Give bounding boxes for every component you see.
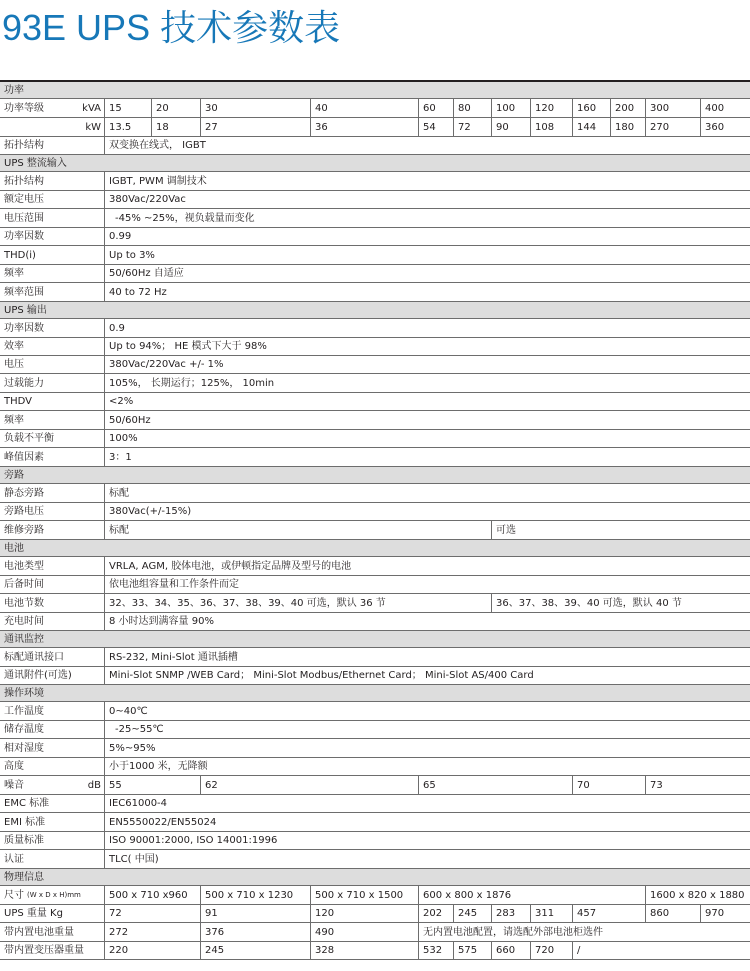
spec-row	[0, 283, 750, 302]
spec-value: Mini-Slot SNMP /WEB Card； Mini-Slot Modbus/Ethernet Card； Mini-Slot AS/400 Card	[104, 667, 750, 684]
noise-cell: 65	[418, 776, 572, 794]
section-battery	[0, 540, 750, 557]
kw-cell: 18	[151, 118, 200, 136]
spec-value: 36、37、38、39、40 可选，默认 40 节	[491, 594, 750, 612]
size-cell: 500 x 710 x960	[104, 886, 200, 904]
weight-cell: 245	[200, 942, 310, 959]
spec-value: 8 小时达到满容量 90%	[104, 613, 750, 630]
spec-value: 0.99	[104, 228, 750, 245]
weight-cell: /	[572, 942, 750, 959]
section-title: 旁路	[4, 469, 24, 481]
weight-cell: 283	[491, 905, 530, 922]
weight-cell: 970	[700, 905, 750, 922]
spec-row	[0, 557, 750, 576]
kva-cell: 120	[530, 99, 572, 117]
weight-cell: 720	[530, 942, 572, 959]
weight-cell: 120	[310, 905, 418, 922]
spec-label: 噪音	[4, 779, 24, 791]
spec-row	[0, 356, 750, 374]
kw-cell: 13.5	[104, 118, 151, 136]
kva-unit: kVA	[82, 102, 101, 114]
spec-label: 带内置变压器重量	[4, 945, 84, 956]
spec-value: 0~40℃	[104, 702, 750, 720]
spec-row	[0, 228, 750, 246]
spec-label: 电池类型	[4, 560, 44, 572]
spec-value: 380Vac/220Vac	[104, 191, 750, 208]
kw-unit: kW	[85, 121, 101, 133]
spec-value: RS-232, Mini-Slot 通讯插槽	[104, 648, 750, 666]
kva-cell: 60	[418, 99, 453, 117]
spec-row	[0, 521, 750, 540]
kw-row	[0, 118, 750, 137]
spec-label: 额定电压	[4, 194, 44, 205]
spec-label: 认证	[4, 853, 24, 865]
spec-value: 3：1	[104, 448, 750, 466]
spec-label: EMI 标准	[4, 816, 46, 828]
spec-row	[0, 393, 750, 411]
spec-value: 标配	[104, 484, 750, 502]
spec-label: 拓扑结构	[4, 140, 44, 151]
spec-label: 拓扑结构	[4, 175, 44, 187]
spec-value: 40 to 72 Hz	[104, 283, 750, 301]
kw-cell: 72	[453, 118, 491, 136]
noise-unit: dB	[87, 779, 101, 791]
spec-label: 工作温度	[4, 705, 44, 717]
weight-cell: 202	[418, 905, 453, 922]
weight-cell: 532	[418, 942, 453, 959]
section-power	[0, 82, 750, 99]
weight-cell: 376	[200, 923, 310, 941]
spec-label: 相对湿度	[4, 742, 44, 754]
spec-row	[0, 448, 750, 467]
size-cell: 1600 x 820 x 1880	[645, 886, 750, 904]
spec-row	[0, 246, 750, 265]
noise-cell: 62	[200, 776, 418, 794]
transformer-weight-row	[0, 942, 750, 960]
spec-label: 频率	[4, 414, 24, 426]
spec-label: THD(i)	[4, 249, 36, 261]
weight-cell: 490	[310, 923, 418, 941]
spec-value: 0.9	[104, 319, 750, 337]
spec-row	[0, 721, 750, 739]
weight-cell: 660	[491, 942, 530, 959]
spec-value: -25~55℃	[104, 721, 750, 738]
kva-cell: 200	[610, 99, 645, 117]
spec-label: 频率范围	[4, 286, 44, 298]
spec-label: 过载能力	[4, 377, 44, 389]
spec-value: TLC( 中国)	[104, 850, 750, 868]
spec-row	[0, 319, 750, 338]
kw-cell: 180	[610, 118, 645, 136]
spec-row	[0, 850, 750, 869]
spec-value: Up to 3%	[104, 246, 750, 264]
spec-value: VRLA, AGM, 胶体电池，或伊顿指定品牌及型号的电池	[104, 557, 750, 575]
spec-value: 可选	[491, 521, 750, 539]
kw-cell: 90	[491, 118, 530, 136]
spec-value: 50/60Hz 自适应	[104, 265, 750, 282]
rating-label: 功率等级	[4, 102, 44, 114]
size-row	[0, 886, 750, 905]
kw-cell: 36	[310, 118, 418, 136]
spec-label: 负载不平衡	[4, 433, 54, 444]
spec-value: 32、33、34、35、36、37、38、39、40 可选，默认 36 节	[104, 594, 491, 612]
spec-value: IEC61000-4	[104, 795, 750, 812]
spec-value: EN5550022/EN55024	[104, 813, 750, 831]
weight-cell: 328	[310, 942, 418, 959]
weight-cell: 245	[453, 905, 491, 922]
noise-row	[0, 776, 750, 795]
spec-label: 功率因数	[4, 231, 44, 242]
spec-row	[0, 702, 750, 721]
kva-row	[0, 99, 750, 118]
spec-label: 后备时间	[4, 579, 44, 590]
weight-cell: 91	[200, 905, 310, 922]
spec-row	[0, 191, 750, 209]
section-environment	[0, 685, 750, 702]
spec-value: IGBT, PWM 调制技术	[104, 172, 750, 190]
spec-label: 电压	[4, 359, 24, 370]
spec-label: 带内置电池重量	[4, 926, 74, 938]
spec-value: 380Vac(+/-15%)	[104, 503, 750, 520]
size-cell: 500 x 710 x 1230	[200, 886, 310, 904]
section-title: 功率	[4, 84, 24, 96]
kva-cell: 160	[572, 99, 610, 117]
spec-value: -45% ~25%，视负载量而变化	[104, 209, 750, 227]
size-cell: 600 x 800 x 1876	[418, 886, 645, 904]
noise-cell: 70	[572, 776, 645, 794]
spec-value: 380Vac/220Vac +/- 1%	[104, 356, 750, 373]
spec-value: 5%~95%	[104, 739, 750, 757]
section-title: 物理信息	[4, 871, 44, 883]
spec-row	[0, 430, 750, 448]
section-comms	[0, 631, 750, 648]
kw-cell: 144	[572, 118, 610, 136]
spec-row	[0, 137, 750, 155]
spec-row	[0, 594, 750, 613]
spec-label: 效率	[4, 341, 24, 352]
spec-label: 通讯附件(可选)	[4, 670, 72, 681]
spec-row	[0, 667, 750, 685]
spec-label: 高度	[4, 761, 24, 772]
kva-cell: 100	[491, 99, 530, 117]
spec-label: 峰值因素	[4, 451, 44, 463]
kw-cell: 108	[530, 118, 572, 136]
kva-cell: 40	[310, 99, 418, 117]
weight-cell: 457	[572, 905, 645, 922]
kva-cell: 400	[700, 99, 750, 117]
spec-row	[0, 613, 750, 631]
spec-label: 旁路电压	[4, 506, 44, 517]
page-title: 93E UPS 技术参数表	[2, 7, 341, 48]
spec-value: 小于1000 米，无降额	[104, 758, 750, 775]
weight-cell: 72	[104, 905, 200, 922]
spec-value: 标配	[104, 521, 491, 539]
spec-row	[0, 411, 750, 430]
spec-label: UPS 重量 Kg	[4, 908, 63, 919]
spec-table	[0, 80, 750, 971]
kva-cell: 300	[645, 99, 700, 117]
spec-value: Up to 94%； HE 模式下大于 98%	[104, 338, 750, 355]
weight-cell: 220	[104, 942, 200, 959]
weight-cell: 272	[104, 923, 200, 941]
spec-row	[0, 739, 750, 758]
spec-value: <2%	[104, 393, 750, 410]
spec-row	[0, 758, 750, 776]
section-rectifier	[0, 155, 750, 172]
spec-label: 储存温度	[4, 724, 44, 735]
size-cell: 500 x 710 x 1500	[310, 886, 418, 904]
weight-cell: 860	[645, 905, 700, 922]
spec-row	[0, 484, 750, 503]
spec-row	[0, 338, 750, 356]
kw-cell: 27	[200, 118, 310, 136]
spec-row	[0, 648, 750, 667]
spec-value: 105%， 长期运行；125%， 10min	[104, 374, 750, 392]
section-title: 电池	[4, 542, 24, 554]
spec-label: 电压范围	[4, 212, 44, 224]
section-title: UPS 整流输入	[4, 157, 67, 169]
kva-cell: 80	[453, 99, 491, 117]
spec-row	[0, 209, 750, 228]
noise-cell: 73	[645, 776, 750, 794]
spec-value: 依电池组容量和工作条件而定	[104, 576, 750, 593]
section-bypass	[0, 467, 750, 484]
battery-weight-row	[0, 923, 750, 942]
weight-note: 无内置电池配置，请选配外部电池柜选件	[418, 923, 750, 941]
kva-cell: 20	[151, 99, 200, 117]
kva-cell: 15	[104, 99, 151, 117]
spec-row	[0, 576, 750, 594]
weight-cell: 311	[530, 905, 572, 922]
weight-row	[0, 905, 750, 923]
spec-row	[0, 374, 750, 393]
spec-value: ISO 90001:2000, ISO 14001:1996	[104, 832, 750, 849]
spec-label: 质量标准	[4, 835, 44, 846]
section-title: 通讯监控	[4, 633, 44, 645]
section-physical	[0, 869, 750, 886]
spec-value: 50/60Hz	[104, 411, 750, 429]
spec-row	[0, 503, 750, 521]
spec-row	[0, 172, 750, 191]
spec-label: 电池节数	[4, 597, 44, 609]
section-title: 操作环境	[4, 687, 44, 699]
spec-label: 充电时间	[4, 616, 44, 627]
size-unit: (W x D x H)mm	[27, 890, 81, 899]
kw-cell: 360	[700, 118, 750, 136]
spec-row	[0, 265, 750, 283]
spec-label	[0, 886, 104, 904]
spec-label: 维修旁路	[4, 524, 44, 536]
spec-row	[0, 813, 750, 832]
spec-value: 100%	[104, 430, 750, 447]
weight-cell: 575	[453, 942, 491, 959]
spec-label: THDV	[4, 396, 32, 407]
spec-label: 频率	[4, 268, 24, 279]
spec-value: 双变换在线式， IGBT	[104, 137, 750, 154]
kva-cell: 30	[200, 99, 310, 117]
kw-cell: 270	[645, 118, 700, 136]
spec-label: EMC 标准	[4, 798, 50, 809]
section-title: UPS 输出	[4, 304, 47, 316]
section-output	[0, 302, 750, 319]
spec-label: 标配通讯接口	[4, 651, 64, 663]
kw-cell: 54	[418, 118, 453, 136]
spec-label: 功率因数	[4, 322, 44, 334]
spec-row	[0, 795, 750, 813]
noise-cell: 55	[104, 776, 200, 794]
size-label: 尺寸	[4, 889, 24, 901]
spec-label: 静态旁路	[4, 487, 44, 499]
spec-row	[0, 832, 750, 850]
